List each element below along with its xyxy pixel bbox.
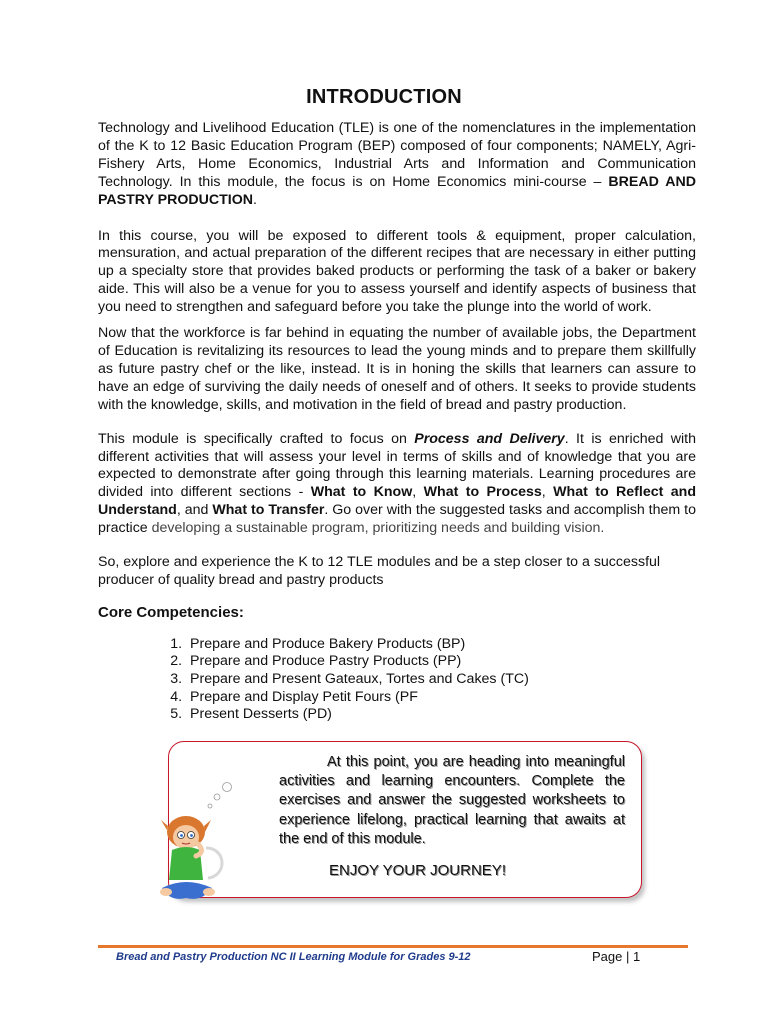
core-competencies-heading: Core Competencies: xyxy=(98,603,244,621)
paragraph-1 xyxy=(98,120,696,210)
p4-f: What to Process xyxy=(423,484,542,501)
callout-box xyxy=(168,741,642,898)
callout-text xyxy=(279,753,625,849)
p4-g: , xyxy=(541,484,554,501)
list-item: 3. Prepare and Present Gateaux, Tortes and Cakes (TC) xyxy=(186,671,696,689)
p4-h: What to Reflect and Understand xyxy=(98,484,697,519)
p4-c: . It is enriched with different activities that will assess your level in terms of skills and of knowledge that you are expected to demonstrate after going through this learning materials. Learning procedures are divided into different sections - xyxy=(98,430,697,501)
paragraph-5: So, explore and experience the K to 12 TLE modules and be a step closer to a successful producer of quality bread and pastry products xyxy=(98,554,661,588)
p4-a: This module is specifically crafted to focus on xyxy=(98,430,415,447)
list-item: 4. Prepare and Display Petit Fours (PF xyxy=(186,689,696,707)
callout-body: At this point, you are heading into meaningful activities and learning encounters. Complete the exercises and answer the suggested worksheets to experience lifelong, practical learning that awaits at the end of this module. xyxy=(279,754,625,847)
p4-j: What to Transfer xyxy=(212,502,325,519)
p4-l: developing a sustainable program, prioritizing needs and building vision. xyxy=(151,520,605,537)
thinking-girl-illustration xyxy=(158,780,238,915)
p4-i: , and xyxy=(176,502,213,519)
page-title: INTRODUCTION xyxy=(306,86,462,108)
p1-bold: BREAD AND PASTRY PRODUCTION xyxy=(98,173,696,208)
competency-list xyxy=(98,636,696,724)
p1-text: Technology and Livelihood Education (TLE) is one of the nomenclatures in the implementation of the K to 12 Basic Education Program (BEP) composed of four components; NAMELY, Agri-Fishery Arts, Home Economics, Industrial Arts and Information and Communication Technology. In this module, the focus is on Home Economics mini-course – xyxy=(98,120,696,190)
enjoy-text: ENJOY YOUR JOURNEY! xyxy=(329,862,506,879)
p1-end: . xyxy=(253,191,257,208)
footer-module-title: Bread and Pastry Production NC II Learning Module for Grades 9-12 xyxy=(116,951,471,963)
p4-d: What to Know xyxy=(310,484,413,501)
paragraph-2: In this course, you will be exposed to different tools & equipment, proper calculation, mensuration, and actual preparation of the different recipes that are necessary in either putting up a specialty store that provides baked products or performing the task of a baker or bakery aide. This will also be a venue for you to assess yourself and identify aspects of business that you need to strengthen and safeguard before you take the plunge into the world of work. xyxy=(98,227,696,316)
p4-e: , xyxy=(412,484,424,501)
paragraph-4 xyxy=(98,431,696,538)
footer-divider xyxy=(98,945,688,948)
p4-b: Process and Delivery xyxy=(414,430,565,447)
body-text xyxy=(98,120,696,724)
list-item: 5. Present Desserts (PD) xyxy=(186,706,696,724)
list-item: 2. Prepare and Produce Pastry Products (PP) xyxy=(186,653,696,671)
page-number: Page | 1 xyxy=(592,949,641,964)
list-item: 1. Prepare and Produce Bakery Products (BP) xyxy=(186,636,696,654)
paragraph-3: Now that the workforce is far behind in equating the number of available jobs, the Department of Education is revitalizing its resources to lead the young minds and to prepare them skillfully as future pastry chef or the like, instead. It is in honing the skills that learners can assure to have an edge of surviving the daily needs of oneself and of others. It seeks to provide students with the knowledge, skills, and motivation in the field of bread and pastry production. xyxy=(98,325,696,413)
p4-k: . Go over with the suggested tasks and accomplish them to practice xyxy=(98,502,697,537)
